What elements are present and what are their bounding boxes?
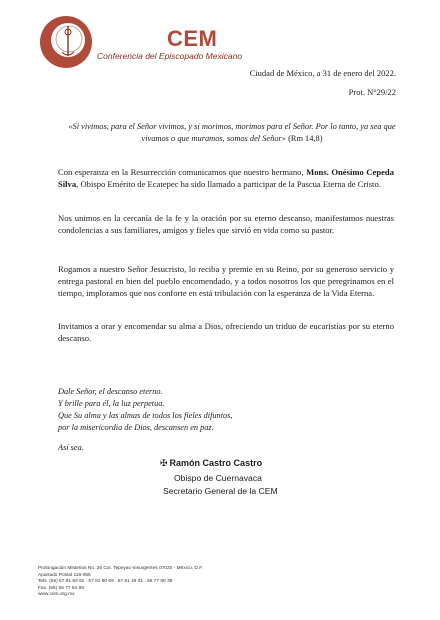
- prayer-line: Que Su alma y las almas de todos los fieles difuntos,: [58, 411, 233, 420]
- prayer-closing: Así sea.: [58, 443, 84, 452]
- deceased-name: Mons. Onésimo Cepeda Silva: [58, 167, 394, 189]
- paragraph-announcement: [58, 166, 394, 190]
- scripture-quote: [66, 121, 398, 145]
- signer-name: Ramón Castro Castro: [169, 458, 263, 468]
- footer-line: Fax. (55) 55 77 54 89: [38, 585, 84, 591]
- cem-logo-icon: [38, 14, 94, 70]
- signer-name-line: [160, 458, 262, 469]
- logo-subtitle: Conferencia del Episcopado Mexicano: [97, 51, 243, 61]
- protocol-reference: Prot. N°29/22: [348, 87, 396, 97]
- prayer-block: [58, 386, 232, 434]
- signer-title-secretary: Secretario General de la CEM: [163, 486, 278, 496]
- logo-text: CEM: [167, 26, 218, 51]
- cross-icon: ✠: [160, 458, 168, 468]
- prayer-line: Y brille para él, la luz perpetua.: [58, 399, 165, 408]
- footer-website[interactable]: www.cem.org.mx: [38, 592, 75, 598]
- signer-title-bishop: Obispo de Cuernavaca: [174, 473, 262, 483]
- paragraph-condolences: Nos unimos en la cercanía de la fe y la oración por su eterno descanso, manifestamos nuestras condolencias a sus familiares, amigos y fieles que sirvió en vida como su pastor.: [58, 213, 394, 235]
- quote-text: «Si vivimos, para el Señor vivimos, y si morimos, morimos para el Señor. Por lo tanto, ya sea que vivamos o que muramos, somos del Señor»: [68, 122, 396, 143]
- footer-line: Prolongación Misterios No. 26 Col. Tepeyac-Insurgentes 07020 - México, D.F.: [38, 566, 203, 571]
- quote-citation: (Rm 14,8): [288, 134, 323, 143]
- p1-before: Con esperanza en la Resurrección comunicamos que nuestro hermano,: [58, 167, 304, 177]
- paragraph-invitation: Invitamos a orar y encomendar su alma a Dios, ofreciendo un triduo de eucaristías por su eterno descanso.: [58, 321, 394, 343]
- paragraph-prayer-request: Rogamos a nuestro Señor Jesucristo, lo reciba y premie en su Reino, por su generoso servicio y entrega pastoral en bien del pueblo encomendado, y a todos nosotros los que peregrinamos en el tiempo, imploramos que nos conforte en está tribulación con la esperanza de la Vida Eterna.: [58, 264, 394, 298]
- date-line: Ciudad de México, a 31 de enero del 2022.: [249, 68, 396, 78]
- footer-line: Apartado Postal 118-055: [38, 572, 91, 578]
- p1-after: , Obispo Emérito de Ecatepec ha sido llamado a participar de la Pascua Eterna de Cristo.: [76, 179, 381, 189]
- footer-address: [38, 566, 203, 599]
- prayer-line: Dale Señor, el descanso eterno.: [58, 387, 163, 396]
- footer-line: Tels. (55) 57 81 84 62 . 57 81 80 69 . 57 81 49 01 . 55 77 80 39: [38, 579, 173, 585]
- prayer-line: por la misericordia de Dios, descansen en paz.: [58, 423, 214, 432]
